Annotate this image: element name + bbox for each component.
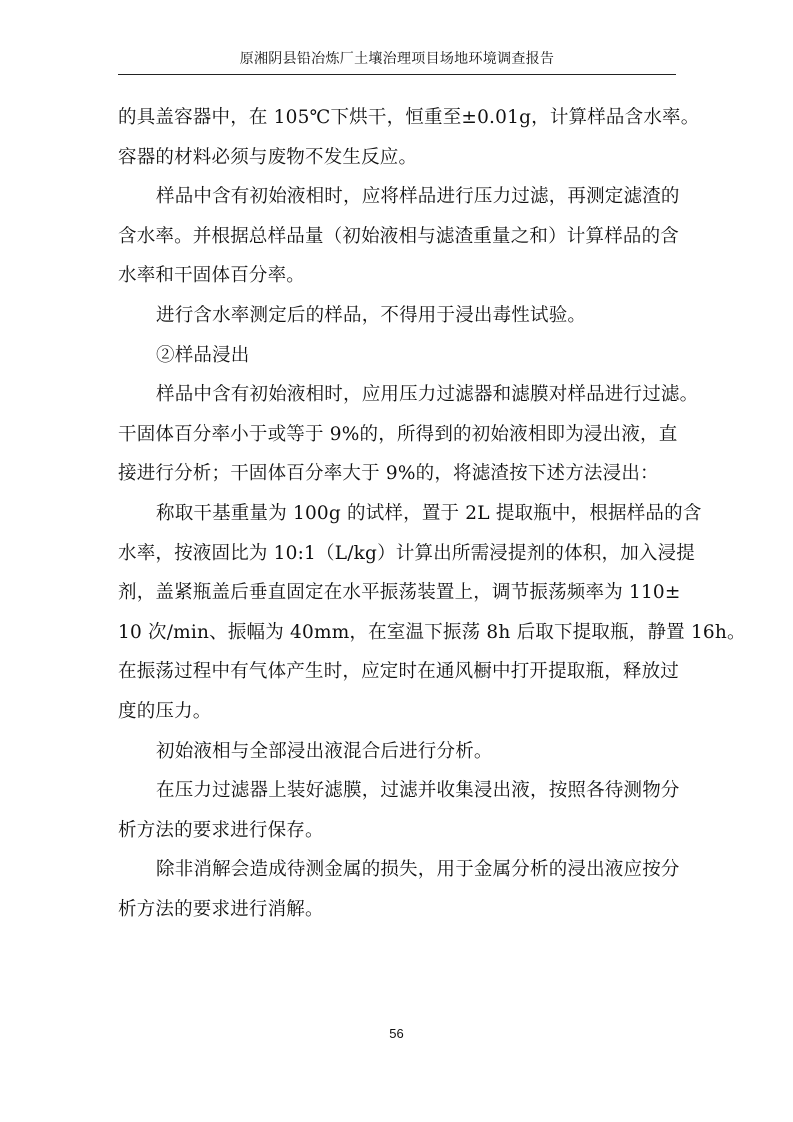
text-line: 样品中含有初始液相时，应将样品进行压力过滤，再测定滤渣的 [156, 186, 680, 208]
text-line: 水率，按液固比为 10:1（L/kg）计算出所需浸提剂的体积，加入浸提 [118, 542, 695, 564]
text-line: 10 次/min、振幅为 40mm，在室温下振荡 8h 后取下提取瓶，静置 16h。 [118, 621, 746, 643]
text-line: 析方法的要求进行消解。 [118, 898, 324, 920]
document-body [118, 98, 746, 929]
page-number: 56 [389, 1026, 404, 1041]
text-line: 称取干基重量为 100g 的试样，置于 2L 提取瓶中，根据样品的含 [156, 502, 702, 524]
text-line: 容器的材料必须与废物不发生反应。 [118, 146, 418, 168]
text-line: 除非消解会造成待测金属的损失，用于金属分析的浸出液应按分 [156, 859, 680, 881]
section-heading: ②样品浸出 [156, 344, 250, 366]
text-line: 度的压力。 [118, 700, 212, 722]
text-line: 水率和干固体百分率。 [118, 265, 306, 287]
text-line: 在振荡过程中有气体产生时，应定时在通风橱中打开提取瓶，释放过 [118, 661, 680, 683]
text-line: 的具盖容器中，在 105℃下烘干，恒重至±0.01g，计算样品含水率。 [118, 107, 700, 128]
text-line: 干固体百分率小于或等于 9%的，所得到的初始液相即为浸出液，直 [118, 423, 678, 445]
text-line: 剂，盖紧瓶盖后垂直固定在水平振荡装置上，调节振荡频率为 110± [118, 582, 681, 604]
text-line: 含水率。并根据总样品量（初始液相与滤渣重量之和）计算样品的含 [118, 225, 680, 247]
text-line: 进行含水率测定后的样品，不得用于浸出毒性试验。 [156, 304, 587, 326]
text-line: 析方法的要求进行保存。 [118, 819, 324, 841]
text-line: 初始液相与全部浸出液混合后进行分析。 [156, 740, 493, 762]
page-header: 原湘阴县铅冶炼厂土壤治理项目场地环境调查报告 [239, 51, 555, 67]
text-line: 在压力过滤器上装好滤膜，过滤并收集浸出液，按照各待测物分 [156, 780, 680, 802]
header-divider [118, 74, 676, 75]
text-line: 接进行分析；干固体百分率大于 9%的，将滤渣按下述方法浸出： [118, 463, 659, 485]
text-line: 样品中含有初始液相时，应用压力过滤器和滤膜对样品进行过滤。 [156, 384, 699, 406]
